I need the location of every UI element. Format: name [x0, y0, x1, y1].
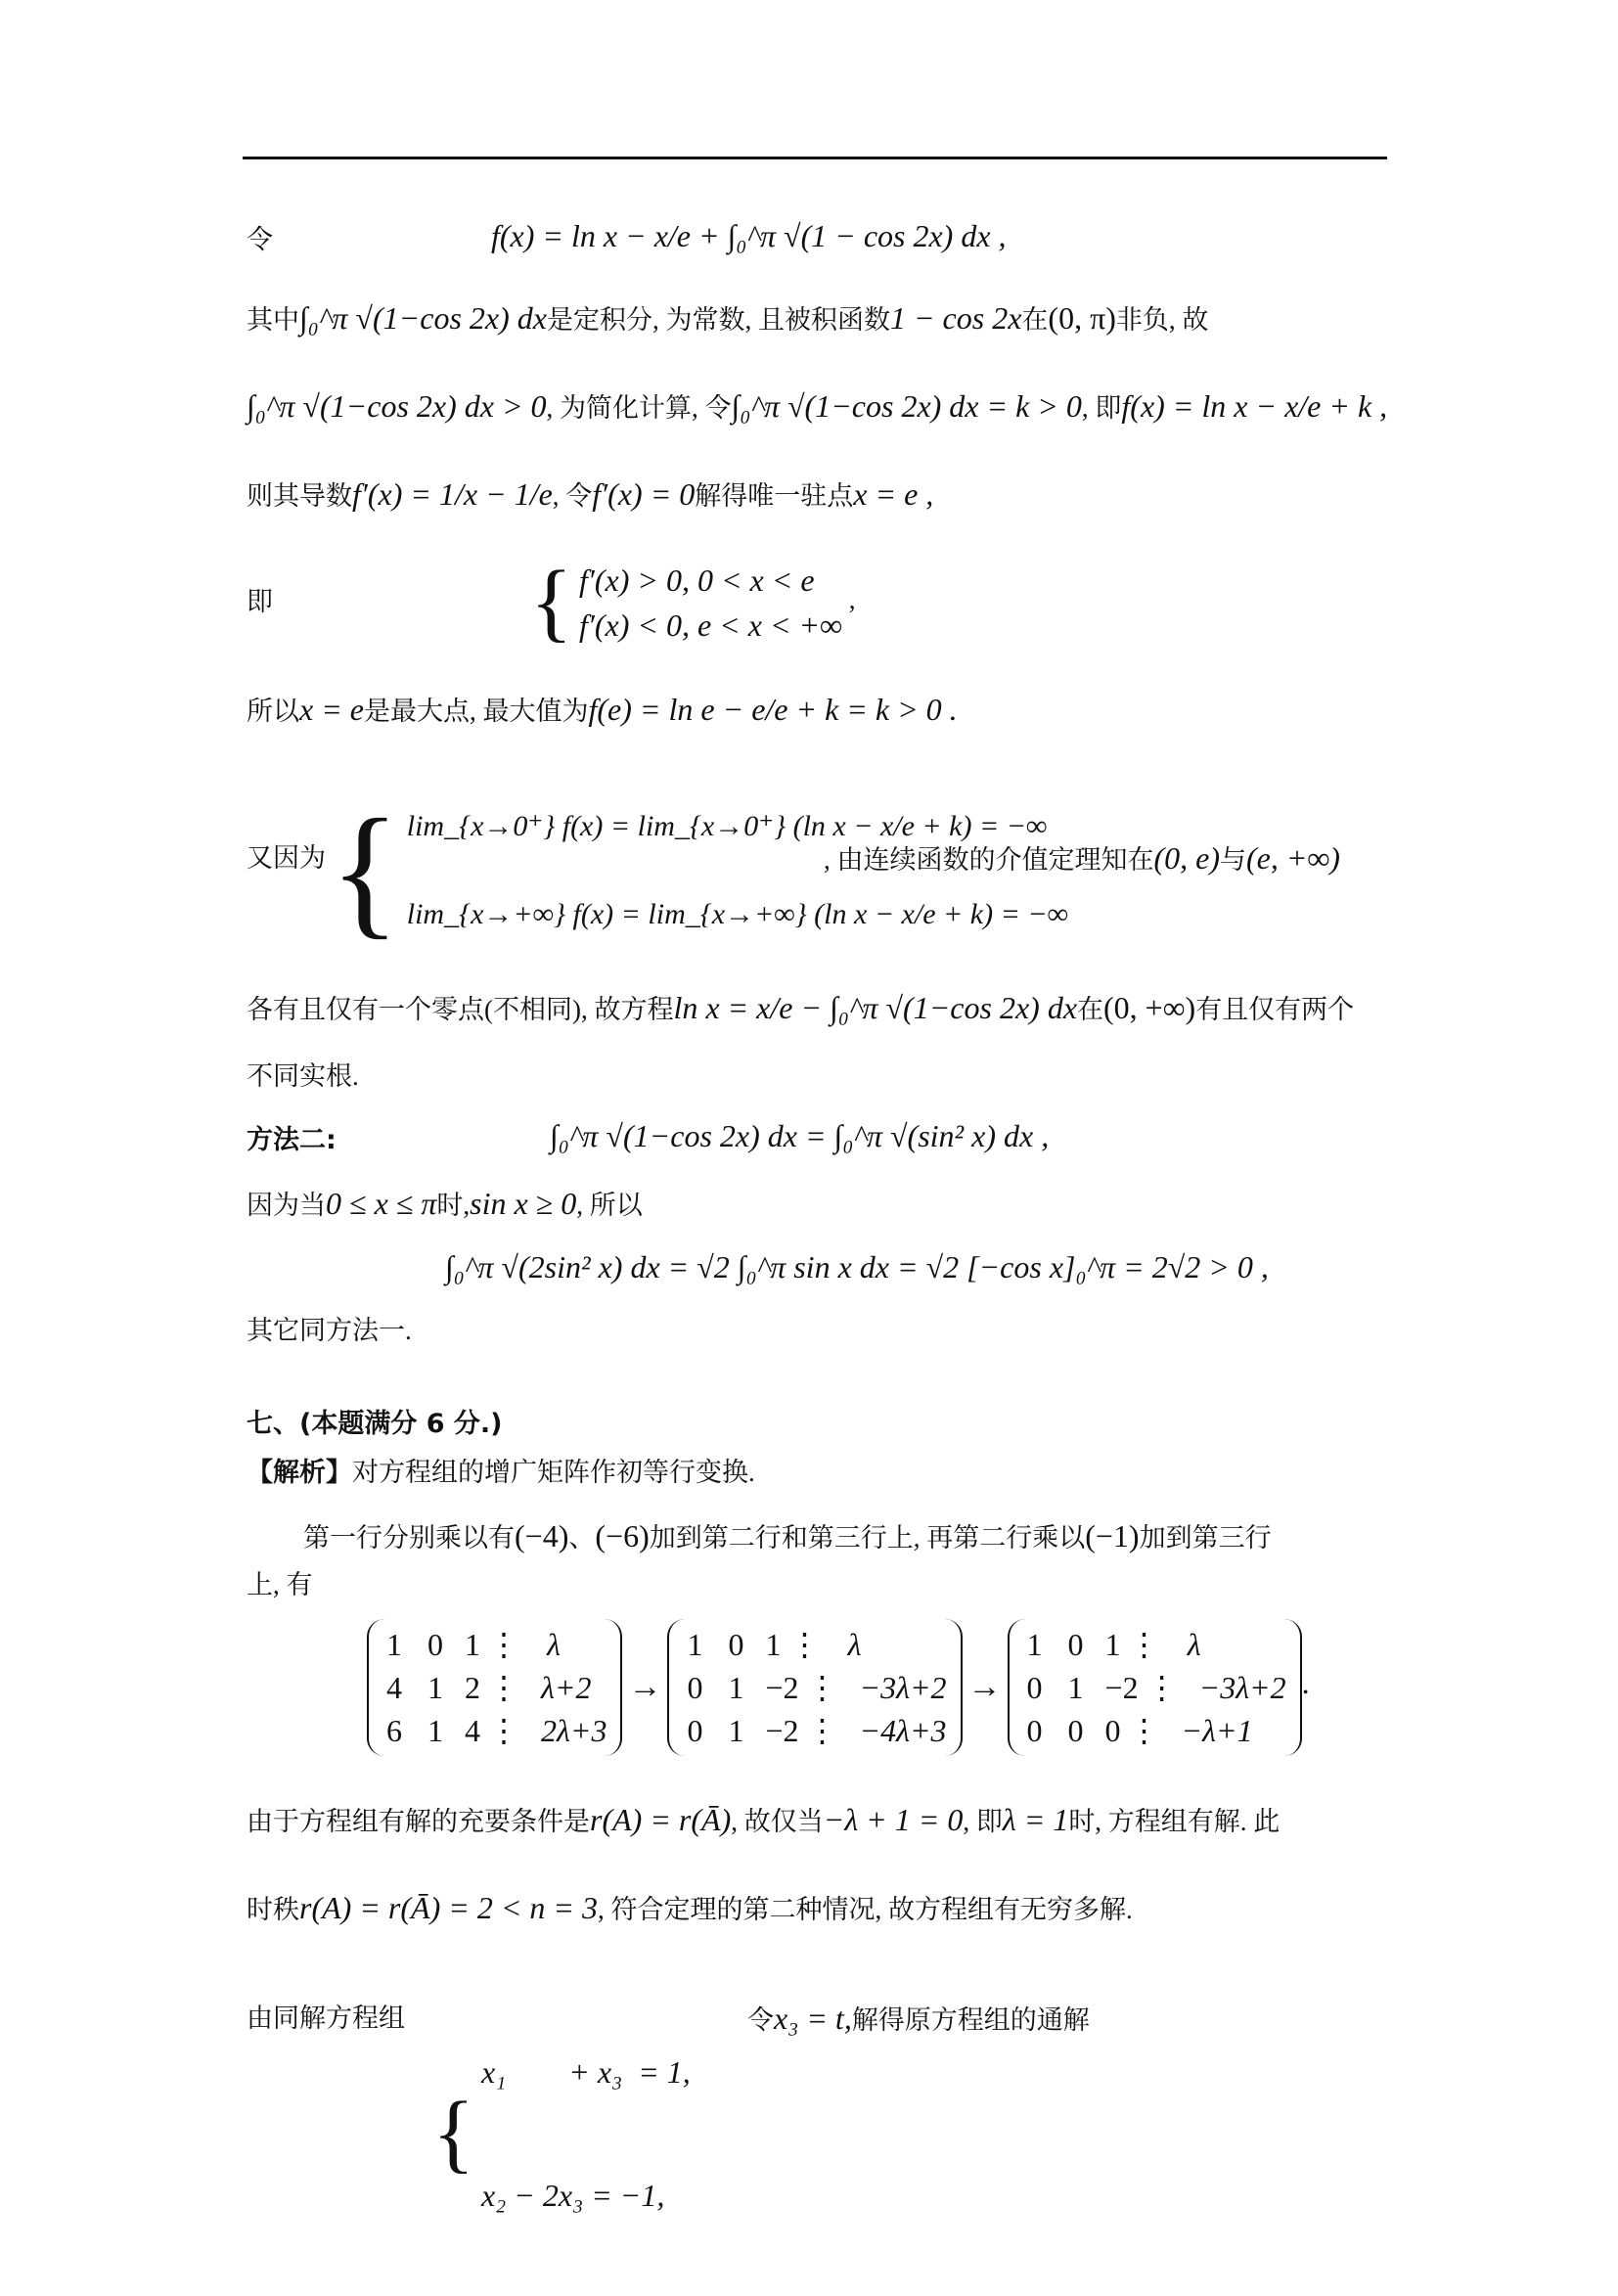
math: (e, +∞)	[1246, 840, 1340, 876]
math: f(x) = ln x − x/e + k ,	[1121, 388, 1388, 424]
cell: 1	[1026, 1627, 1043, 1662]
math: (−6)	[595, 1518, 650, 1553]
math: x = e ,	[853, 476, 934, 512]
math: −λ + 1 = 0	[823, 1802, 964, 1837]
matrix-period: .	[1301, 1665, 1310, 1701]
matrix-3	[1008, 1619, 1302, 1756]
math-interval: (0, +∞)	[1103, 990, 1196, 1025]
text: 令	[747, 2005, 774, 2035]
text: 是定积分, 为常数, 且被积函数	[546, 305, 890, 335]
math-derivative: f′(x) = 1/x − 1/e	[352, 476, 553, 512]
cell: −3λ+2	[859, 1670, 947, 1705]
text: 时,	[436, 1191, 471, 1220]
line-20	[247, 1888, 1133, 1929]
arrow-icon: →	[628, 1669, 662, 1705]
brace-icon: {	[530, 554, 573, 651]
text: 有且仅有两个	[1195, 995, 1355, 1024]
text: 与	[1220, 845, 1247, 875]
cell: −2 ⋮	[765, 1670, 838, 1705]
brace-icon: {	[432, 2085, 475, 2182]
text: , 即	[1081, 393, 1122, 423]
cell: 1	[728, 1670, 744, 1705]
method-two-label: 方法二:	[247, 1125, 337, 1155]
text: 第一行分别乘以有	[303, 1523, 515, 1553]
header-rule	[243, 157, 1387, 159]
text: 、	[568, 1523, 596, 1553]
math-interval: (0, π)	[1048, 300, 1116, 336]
text: 则其导数	[247, 481, 352, 511]
let-label: 令	[247, 225, 273, 254]
cell: λ+2	[541, 1670, 592, 1705]
text: 所以	[247, 697, 299, 726]
text: 又因为	[247, 843, 326, 873]
system-tail	[747, 1999, 1090, 2040]
text: 是最大点, 最大值为	[364, 697, 589, 726]
sys-row: f′(x) < 0, e < x < +∞	[578, 608, 842, 643]
text: 时, 方程组有解. 此	[1068, 1807, 1281, 1836]
cell: 0 ⋮	[1104, 1713, 1160, 1748]
math: ∫₀^π √(1−cos 2x) dx > 0	[247, 388, 547, 424]
cell: 1	[386, 1627, 402, 1662]
math: r(A) = r(Ā) = 2 < n = 3	[299, 1890, 598, 1925]
text: , 由连续函数的介值定理知在	[824, 845, 1154, 875]
cell: 0	[427, 1627, 443, 1662]
cell: 1	[427, 1713, 443, 1748]
math: λ = 1	[1002, 1802, 1069, 1837]
arrow-icon: →	[967, 1669, 1002, 1705]
text: 在	[1077, 995, 1104, 1024]
cell: 4	[386, 1670, 402, 1705]
line-11	[247, 1184, 643, 1225]
text: 即	[247, 587, 273, 616]
math: ∫₀^π √(2sin² x) dx = √2 ∫₀^π sin x dx = √2 [−cos x]₀^π = 2√2 > 0 ,	[445, 1249, 1269, 1284]
sys-row: lim_{x→0⁺} f(x) = lim_{x→0⁺} (ln x − x/e + k) = −∞	[406, 810, 1048, 842]
line-10	[247, 1118, 1050, 1160]
math: x₃ = t,	[774, 2001, 852, 2036]
cell: 0	[687, 1670, 703, 1705]
limit-tail	[824, 838, 1340, 879]
line-2	[247, 298, 1208, 339]
math: f′(x) = 0	[592, 476, 696, 512]
math-fn: 1 − cos 2x	[889, 300, 1022, 336]
cell: 0	[1067, 1627, 1084, 1662]
cell: 1	[687, 1627, 703, 1662]
text: , 所以	[576, 1191, 643, 1220]
line-1	[247, 218, 1007, 259]
matrix-sequence	[367, 1619, 1310, 1756]
cell: −λ+1	[1181, 1713, 1253, 1748]
math: sin x ≥ 0	[470, 1186, 577, 1221]
text: 对方程组的增广矩阵作初等行变换.	[352, 1458, 755, 1487]
text: , 符合定理的第二种情况, 故方程组有无穷多解.	[598, 1895, 1133, 1924]
cell: 0	[1067, 1713, 1084, 1748]
cell: 4 ⋮	[465, 1713, 519, 1748]
cell: 2 ⋮	[465, 1670, 519, 1705]
cell: 1 ⋮	[1104, 1627, 1160, 1662]
text: 由于方程组有解的充要条件是	[247, 1807, 590, 1836]
sys-row: x₁ + x₃ = 1,	[480, 2054, 691, 2090]
text: 非负, 故	[1115, 305, 1209, 335]
line-4	[247, 474, 933, 516]
matrix-1	[367, 1619, 622, 1756]
text: 因为当	[247, 1191, 326, 1220]
line-19	[247, 1800, 1280, 1841]
cell: 6	[386, 1713, 402, 1748]
text: , 故仅当	[731, 1807, 824, 1836]
line-8	[247, 988, 1354, 1029]
cell: 1	[427, 1670, 443, 1705]
text: ,	[848, 585, 856, 615]
text: 各有且仅有一个零点(不相同), 故方程	[247, 995, 674, 1024]
math: ∫₀^π √(1−cos 2x) dx = k > 0	[731, 388, 1082, 424]
matrix-2	[667, 1619, 962, 1756]
cell: 1 ⋮	[765, 1627, 821, 1662]
cell: 1	[1067, 1670, 1084, 1705]
cell: −2 ⋮	[765, 1713, 838, 1748]
equation-system	[432, 1971, 691, 2296]
text: 其中	[247, 305, 299, 335]
cell: 0	[1026, 1670, 1043, 1705]
text: 在	[1021, 305, 1049, 335]
text: , 即	[963, 1807, 1003, 1836]
math: ∫₀^π √(1−cos 2x) dx = ∫₀^π √(sin² x) dx ,	[550, 1118, 1050, 1153]
cell: 0	[687, 1713, 703, 1748]
math: r(A) = r(Ā)	[590, 1802, 732, 1837]
text: 时秩	[247, 1895, 299, 1924]
math: f(e) = ln e − e/e + k = k > 0 .	[588, 692, 958, 727]
text: , 令	[552, 481, 593, 511]
definition-f: f(x) = ln x − x/e + ∫₀^π √(1 − cos 2x) dx ,	[491, 218, 1007, 253]
math-equation: ln x = x/e − ∫₀^π √(1−cos 2x) dx	[673, 990, 1078, 1025]
cell: 1 ⋮	[465, 1627, 519, 1662]
line-13: 其它同方法一.	[247, 1316, 412, 1345]
analysis-label: 【解析】	[247, 1458, 352, 1488]
derivative-system	[530, 554, 856, 651]
math: (−4)	[515, 1518, 569, 1553]
line-12	[445, 1247, 1269, 1288]
cell: −4λ+3	[859, 1713, 947, 1748]
cell: −2 ⋮	[1104, 1670, 1178, 1705]
brace-icon: {	[330, 789, 400, 952]
math: (−1)	[1085, 1518, 1140, 1553]
cell: λ	[547, 1627, 561, 1662]
sys-row: f′(x) > 0, 0 < x < e	[578, 563, 815, 598]
heading-text: 七、(本题满分 6 分.)	[247, 1409, 503, 1439]
cell: λ	[847, 1627, 862, 1662]
text: 解得唯一驻点	[695, 481, 854, 511]
line-3	[247, 386, 1387, 428]
cell: 2λ+3	[541, 1713, 607, 1748]
cell: λ	[1187, 1627, 1201, 1662]
math: (0, e)	[1153, 840, 1221, 876]
math: x = e	[299, 692, 364, 727]
math-integral: ∫₀^π √(1−cos 2x) dx	[299, 300, 547, 336]
sys-row: lim_{x→+∞} f(x) = lim_{x→+∞} (ln x − x/e + k) = −∞	[406, 898, 1068, 930]
cell: 0	[1026, 1713, 1043, 1748]
cell: 0	[728, 1627, 744, 1662]
text: 加到第三行	[1139, 1523, 1272, 1553]
sys-row: x₂ − 2x₃ = −1,	[480, 2178, 665, 2213]
text: 加到第二行和第三行上, 再第二行乘以	[649, 1523, 1086, 1553]
line-15	[247, 1453, 755, 1493]
text: 解得原方程组的通解	[851, 2005, 1090, 2035]
text: 由同解方程组	[247, 2003, 405, 2033]
line-6	[247, 690, 958, 731]
math: 0 ≤ x ≤ π	[326, 1186, 437, 1221]
line-9: 不同实根.	[247, 1061, 359, 1091]
line-16	[303, 1516, 1272, 1557]
cell: 1	[728, 1713, 744, 1748]
cell: −3λ+2	[1198, 1670, 1286, 1705]
line-17: 上, 有	[247, 1570, 313, 1599]
section-heading	[247, 1404, 503, 1444]
text: , 为简化计算, 令	[546, 393, 732, 423]
